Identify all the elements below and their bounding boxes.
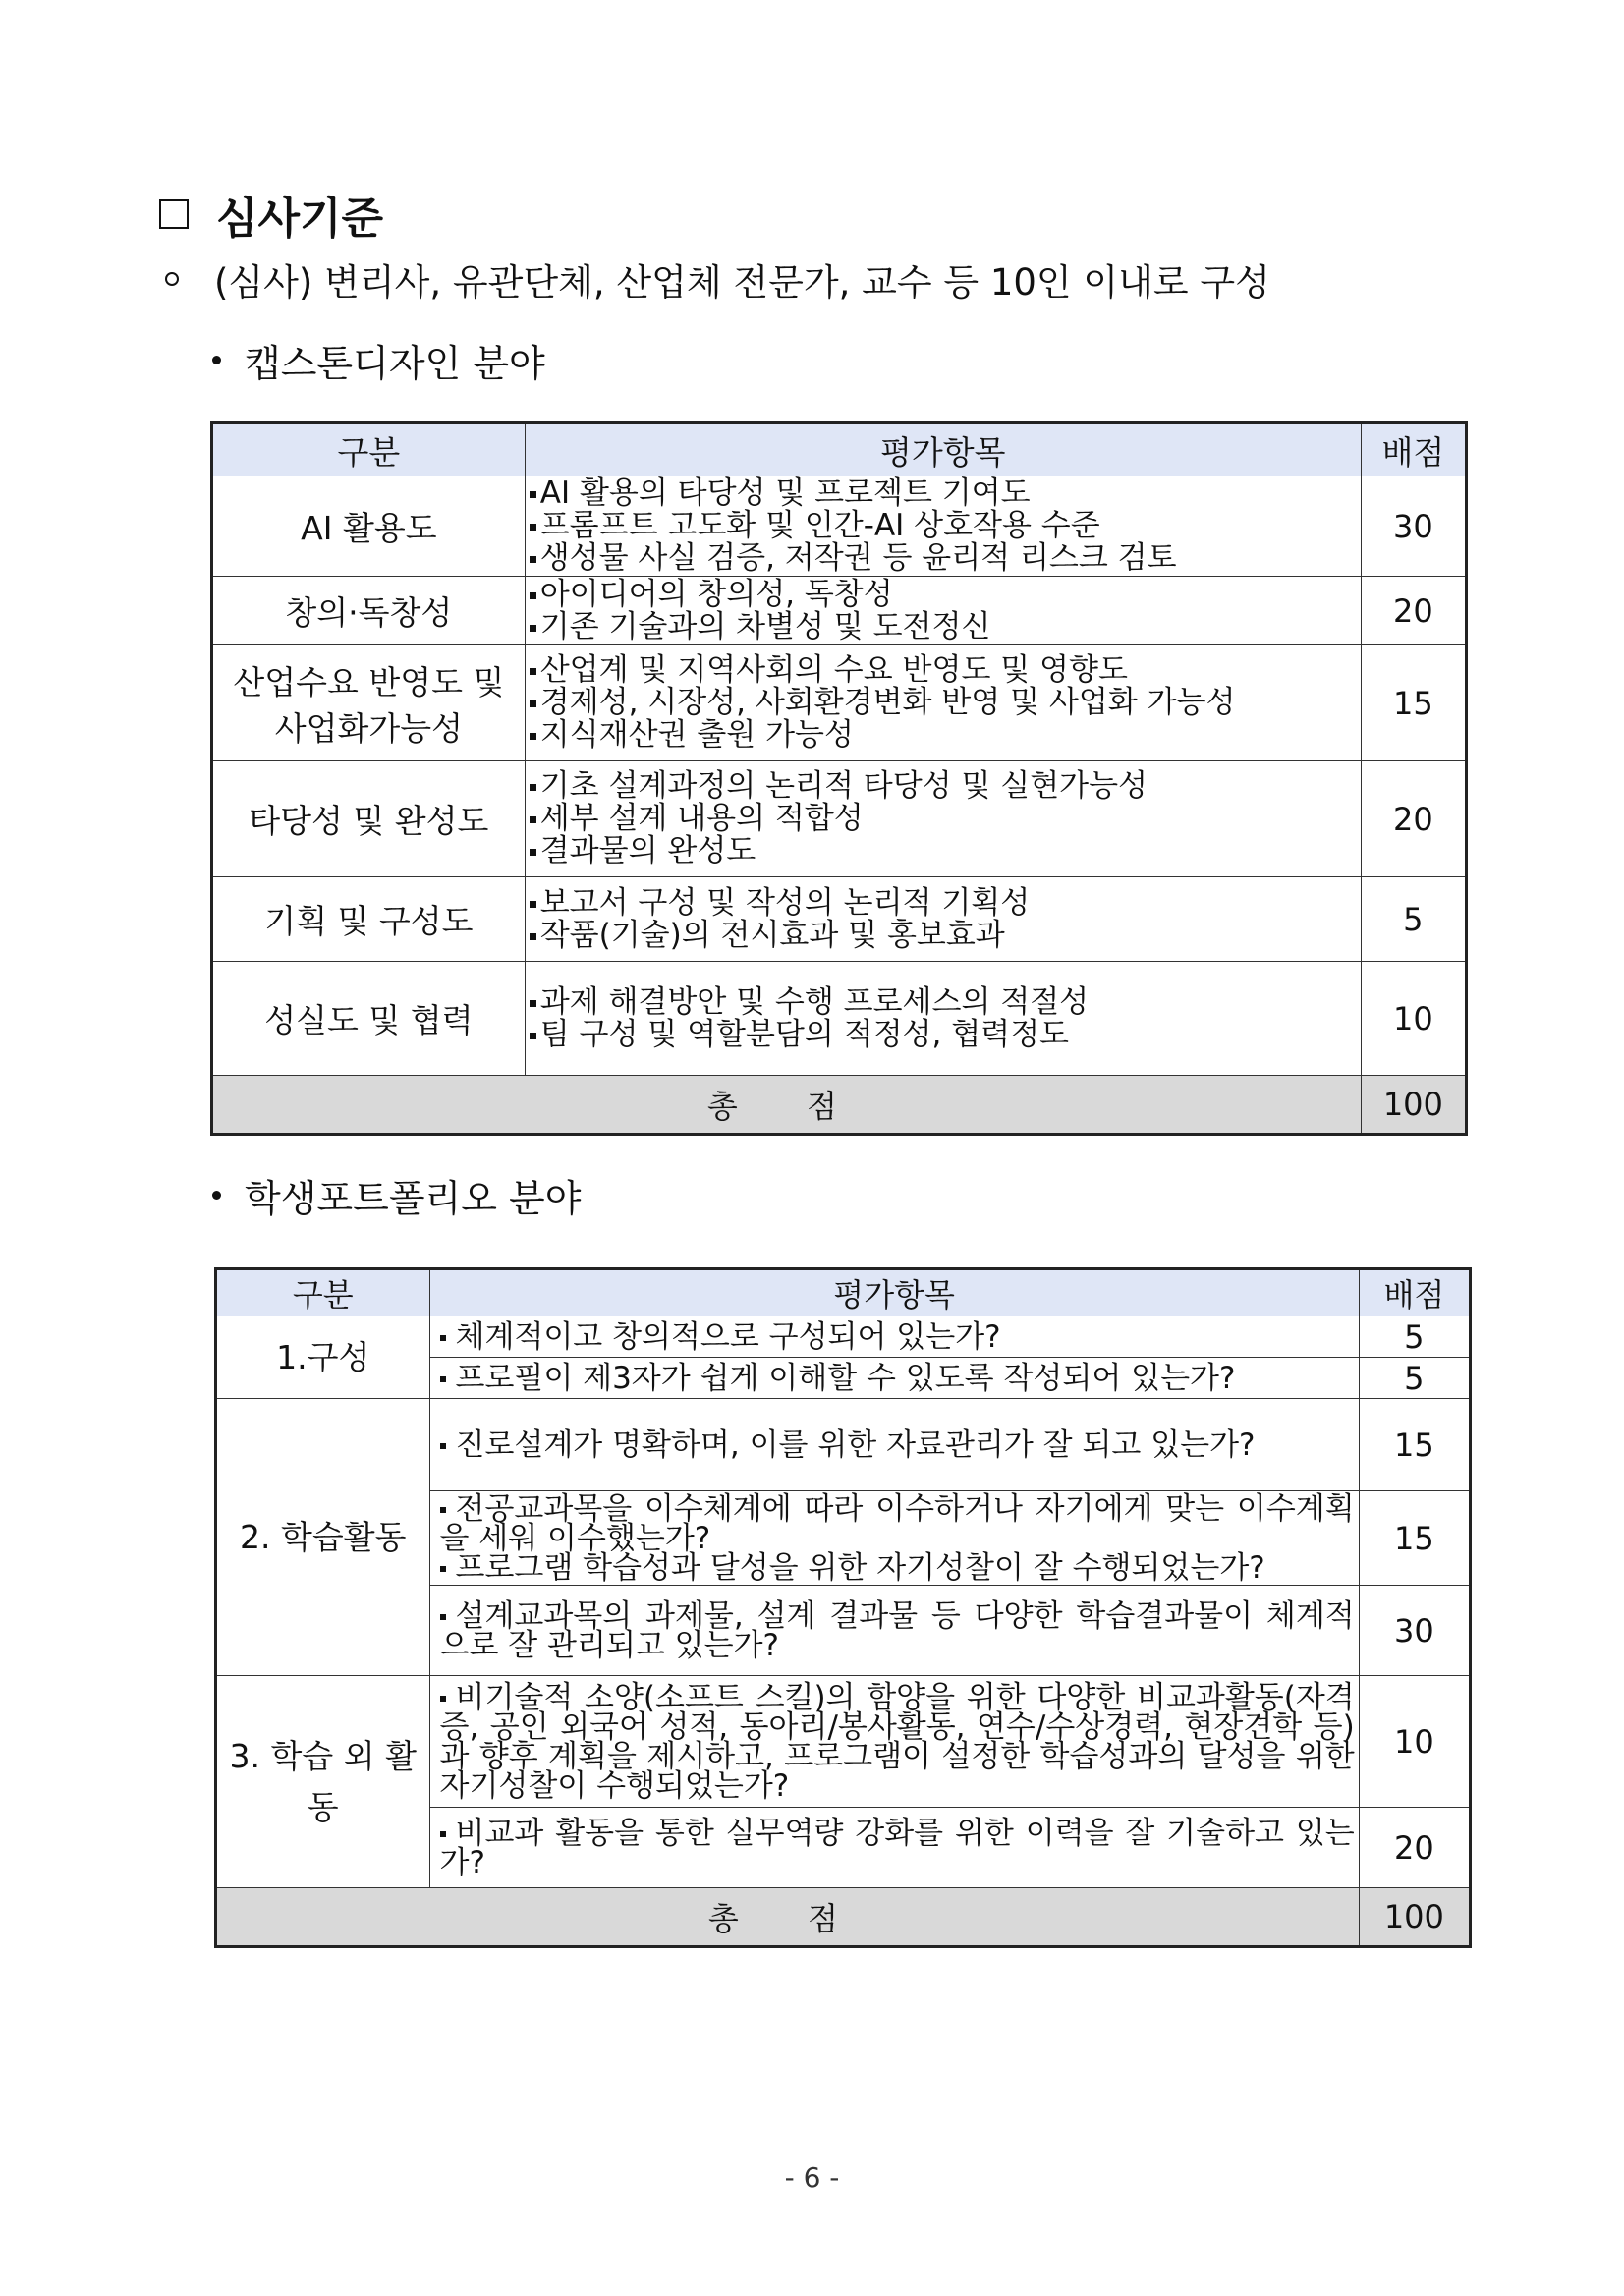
total-label: 총 점 [216,1888,1360,1947]
row-score: 30 [1361,476,1466,577]
table-row [216,1399,1471,1491]
evaluation-item [530,576,1361,612]
row-category: 성실도 및 협력 [212,962,526,1076]
square-bullet-icon [530,700,536,707]
table-row [216,1316,1471,1358]
row-items [525,577,1361,645]
row-category: AI 활용도 [212,476,526,577]
item-text: 프롬프트 고도화 및 인간-AI 상호작용 수준 [539,508,1100,543]
table-row [216,1676,1471,1808]
circle-bullet-icon [165,272,179,286]
header-category: 구분 [216,1269,430,1316]
item-text: 전공교과목을 이수체계에 따라 이수하거나 자기에게 맞는 이수계획을 세워 이수했는가? [439,1490,1355,1556]
row-items [525,761,1361,877]
evaluation-item [530,477,1361,510]
item-text: 비교과 활동을 통한 실무역량 강화를 위한 이력을 잘 기술하고 있는가? [439,1815,1355,1880]
section2-title-text: 학생포트폴리오 분야 [245,1176,582,1220]
row-category: 창의·독창성 [212,577,526,645]
row-score: 15 [1359,1399,1470,1491]
item-text: 체계적이고 창의적으로 구성되어 있는가? [455,1318,1001,1355]
group-category: 1.구성 [216,1316,430,1399]
section1-title-text: 캡스톤디자인 분야 [245,341,545,385]
evaluation-item [530,1016,1361,1052]
evaluation-item [530,983,1361,1020]
square-bullet-icon [530,901,536,908]
row-score: 10 [1359,1676,1470,1808]
row-items [429,1676,1359,1808]
row-score: 5 [1361,877,1466,962]
square-bullet-icon [440,1696,446,1702]
row-score: 10 [1361,962,1466,1076]
square-bullet-icon [530,592,536,599]
row-score: 20 [1361,577,1466,645]
evaluation-item [530,917,1361,953]
table-row [212,962,1467,1076]
row-score: 20 [1361,761,1466,877]
table-row [212,476,1467,577]
item-text: 결과물의 완성도 [539,833,756,868]
row-items [525,476,1361,577]
page-number: - 6 - [784,2161,840,2194]
section1-title [212,332,545,387]
evaluation-item [530,687,1361,719]
item-text: 아이디어의 창의성, 독창성 [539,576,893,612]
item-text: 기존 기술과의 차별성 및 도전정신 [539,608,991,644]
square-bullet-icon [530,933,536,940]
square-bullet-icon [440,1335,446,1341]
evaluation-item [440,1427,1355,1463]
square-bullet-icon [440,1507,446,1513]
table-row [212,645,1467,761]
subheading [165,252,1270,307]
square-bullet-icon [440,1443,446,1449]
evaluation-item [439,1815,1355,1880]
total-score: 100 [1361,1076,1466,1135]
square-bullet-icon [530,524,536,531]
square-bullet-icon [530,733,536,740]
item-text: 경제성, 시장성, 사회환경변화 반영 및 사업화 가능성 [539,685,1236,720]
square-bullet-icon [440,1376,446,1382]
item-text: 기초 설계과정의 논리적 타당성 및 실현가능성 [539,768,1148,804]
row-items [429,1808,1359,1888]
evaluation-item [530,542,1361,575]
evaluation-item [439,1597,1355,1663]
evaluation-item [440,1549,1355,1586]
row-score: 5 [1359,1358,1470,1399]
row-category: 기획 및 구성도 [212,877,526,962]
square-bullet-icon [530,1000,536,1007]
evaluation-item [439,1679,1355,1804]
row-category: 산업수요 반영도 및 사업화가능성 [212,645,526,761]
evaluation-item [530,770,1361,803]
total-score: 100 [1359,1888,1470,1947]
row-score: 20 [1359,1808,1470,1888]
evaluation-item [530,803,1361,835]
square-bullet-icon [440,1831,446,1837]
portfolio-criteria-table [214,1267,1472,1948]
item-text: 프로그램 학습성과 달성을 위한 자기성찰이 잘 수행되었는가? [455,1549,1265,1586]
row-items [525,962,1361,1076]
total-row [216,1888,1471,1947]
row-items [429,1316,1359,1358]
item-text: 과제 해결방안 및 수행 프로세스의 적절성 [539,983,1090,1020]
section2-title [212,1167,581,1222]
item-text: AI 활용의 타당성 및 프로젝트 기여도 [539,476,1031,511]
header-score: 배점 [1359,1269,1470,1316]
evaluation-item [440,1360,1355,1396]
header-category: 구분 [212,423,526,476]
item-text: 산업계 및 지역사회의 수요 반영도 및 영향도 [539,652,1128,688]
capstone-criteria-table [210,421,1468,1136]
evaluation-item [440,1318,1355,1355]
header-items: 평가항목 [429,1269,1359,1316]
item-text: 프로필이 제3자가 쉽게 이해할 수 있도록 작성되어 있는가? [455,1360,1236,1396]
evaluation-item [530,510,1361,542]
row-category: 타당성 및 완성도 [212,761,526,877]
table-row [212,577,1467,645]
evaluation-item [530,884,1361,921]
row-score: 5 [1359,1316,1470,1358]
item-text: 작품(기술)의 전시효과 및 홍보효과 [539,917,1005,953]
row-items [429,1358,1359,1399]
section-heading [159,187,383,242]
group-category: 2. 학습활동 [216,1399,430,1676]
square-bullet-icon [530,556,536,563]
item-text: 세부 설계 내용의 적합성 [539,801,864,836]
item-text: 비기술적 소양(소프트 스킬)의 함양을 위한 다양한 비교과활동(자격증, 공인 외국어 성적, 동아리/봉사활동, 연수/수상경력, 현장견학 등)과 향후 계획을 제시하고, 프로그램이 설정한 학습성과의 달성을 위한 자기성찰이 수행되었는가? [439,1679,1355,1804]
square-bullet-icon [530,784,536,791]
header-items: 평가항목 [525,423,1361,476]
square-bullet-icon [530,491,536,498]
dot-bullet-icon [212,1191,221,1200]
table-row [212,761,1467,877]
group-category: 3. 학습 외 활동 [216,1676,430,1888]
evaluation-item [530,835,1361,868]
row-score: 15 [1361,645,1466,761]
item-text: 진로설계가 명확하며, 이를 위한 자료관리가 잘 되고 있는가? [455,1427,1256,1463]
evaluation-item [439,1490,1355,1556]
subheading-text: (심사) 변리사, 유관단체, 산업체 전문가, 교수 등 10인 이내로 구성 [214,261,1270,304]
item-text: 설계교과목의 과제물, 설계 결과물 등 다양한 학습결과물이 체계적으로 잘 관리되고 있는가? [439,1597,1355,1663]
row-items [429,1491,1359,1586]
row-items [429,1586,1359,1676]
square-bullet-icon [530,668,536,675]
row-score: 15 [1359,1491,1470,1586]
square-bullet-icon [530,849,536,856]
header-score: 배점 [1361,423,1466,476]
item-text: 생성물 사실 검증, 저작권 등 윤리적 리스크 검토 [539,540,1177,576]
checkbox-square-icon [159,199,189,229]
square-bullet-icon [530,1033,536,1039]
item-text: 보고서 구성 및 작성의 논리적 기획성 [539,884,1031,921]
total-row [212,1076,1467,1135]
square-bullet-icon [440,1614,446,1620]
square-bullet-icon [530,816,536,823]
row-items [525,645,1361,761]
evaluation-item [530,608,1361,644]
evaluation-item [530,654,1361,687]
row-items [429,1399,1359,1491]
total-label: 총 점 [212,1076,1362,1135]
heading-text: 심사기준 [216,194,384,244]
item-text: 지식재산권 출원 가능성 [539,717,854,753]
row-items [525,877,1361,962]
item-text: 팀 구성 및 역할분담의 적정성, 협력정도 [539,1016,1069,1052]
evaluation-item [530,719,1361,752]
square-bullet-icon [440,1566,446,1572]
dot-bullet-icon [212,356,221,364]
table-row [212,877,1467,962]
square-bullet-icon [530,625,536,632]
row-score: 30 [1359,1586,1470,1676]
